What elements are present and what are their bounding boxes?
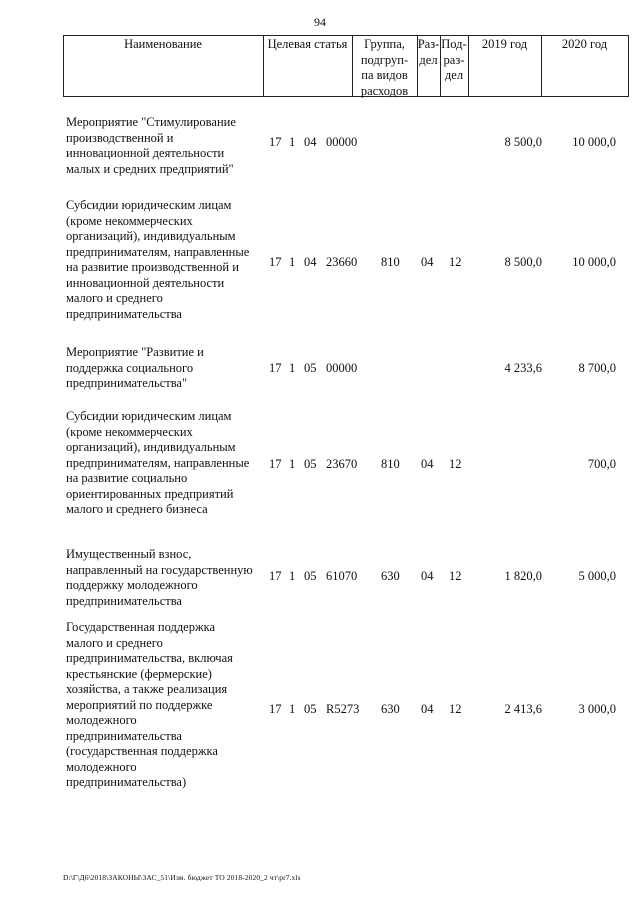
row-name: Государственная поддержка малого и среднего предпринимательства, включая крестьянские (фермерские) хозяйства, а также реализация мероприятий по поддержке молодежного предпринимательства (государственная поддержка молодежного предпринимательства)	[66, 620, 233, 789]
code-program: 17	[269, 569, 282, 583]
code-subprogram: 1	[289, 702, 296, 716]
code-direction: 23670	[326, 457, 358, 471]
code-measure: 05	[304, 569, 317, 583]
value-2019: 1 820,0	[504, 569, 542, 583]
podrazdel: 12	[449, 569, 462, 583]
code-program: 17	[269, 702, 282, 716]
value-2019: 8 500,0	[504, 135, 542, 149]
value-2019: 4 233,6	[504, 361, 542, 375]
header-name: Наименование	[124, 37, 202, 51]
code-subprogram: 1	[289, 569, 296, 583]
value-2020: 3 000,0	[578, 702, 616, 716]
row-name: Субсидии юридическим лицам (кроме некоммерческих организаций), индивидуальным предпринимателям, направленные на развитие социально ориентированных предприятий малого и среднего бизнеса	[66, 409, 250, 516]
code-measure: 05	[304, 457, 317, 471]
code-direction: 00000	[326, 361, 358, 375]
header-top-border	[63, 35, 629, 36]
code-measure: 05	[304, 702, 317, 716]
code-program: 17	[269, 135, 282, 149]
razdel: 04	[421, 457, 434, 471]
expense-group: 810	[381, 255, 400, 269]
page-number: 94	[314, 15, 326, 29]
code-program: 17	[269, 361, 282, 375]
code-direction: 00000	[326, 135, 358, 149]
value-2020: 8 700,0	[578, 361, 616, 375]
table-header	[63, 35, 629, 97]
header-razdel: Раз- дел	[417, 37, 440, 67]
code-direction: R5273	[326, 702, 360, 716]
header-2020: 2020 год	[561, 37, 608, 51]
value-2019: 2 413,6	[504, 702, 542, 716]
row-name: Субсидии юридическим лицам (кроме некоммерческих организаций), индивидуальным предпринимателям, направленные на развитие производственной и инновационной деятельности малого и среднего предпринимательства	[66, 198, 250, 321]
razdel: 04	[421, 569, 434, 583]
code-measure: 04	[304, 255, 317, 269]
code-subprogram: 1	[289, 255, 296, 269]
value-2020: 10 000,0	[572, 135, 616, 149]
code-subprogram: 1	[289, 457, 296, 471]
header-bottom-border	[63, 96, 629, 97]
header-podrazdel: Под- раз- дел	[441, 37, 467, 82]
file-path-footer: D:\Г\Д6\2018\ЗАКОНЫ\ЗАС_51\Изм. бюджет ТО 2018-2020_2 чт\pr7.xls	[63, 873, 301, 882]
value-2020: 10 000,0	[572, 255, 616, 269]
podrazdel: 12	[449, 255, 462, 269]
code-measure: 04	[304, 135, 317, 149]
expense-group: 630	[381, 569, 400, 583]
code-direction: 23660	[326, 255, 358, 269]
code-program: 17	[269, 255, 282, 269]
expense-group: 630	[381, 702, 400, 716]
code-measure: 05	[304, 361, 317, 375]
expense-group: 810	[381, 457, 400, 471]
code-subprogram: 1	[289, 135, 296, 149]
podrazdel: 12	[449, 457, 462, 471]
header-target-article: Целевая статья	[267, 37, 348, 51]
code-subprogram: 1	[289, 361, 296, 375]
code-direction: 61070	[326, 569, 358, 583]
value-2020: 5 000,0	[578, 569, 616, 583]
podrazdel: 12	[449, 702, 462, 716]
code-program: 17	[269, 457, 282, 471]
razdel: 04	[421, 255, 434, 269]
value-2019: 8 500,0	[504, 255, 542, 269]
row-name: Мероприятие "Стимулирование производственной и инновационной деятельности малых и средних предприятий"	[66, 115, 236, 176]
header-expense-group: Группа, подгруп- па видов расходов	[360, 37, 409, 98]
header-divider	[628, 35, 629, 97]
row-name: Мероприятие "Развитие и поддержка социального предпринимательства"	[66, 345, 204, 390]
value-2020: 700,0	[587, 457, 616, 471]
header-2019: 2019 год	[481, 37, 528, 51]
row-name: Имущественный взнос, направленный на государственную поддержку молодежного предпринимательства	[66, 547, 253, 608]
razdel: 04	[421, 702, 434, 716]
